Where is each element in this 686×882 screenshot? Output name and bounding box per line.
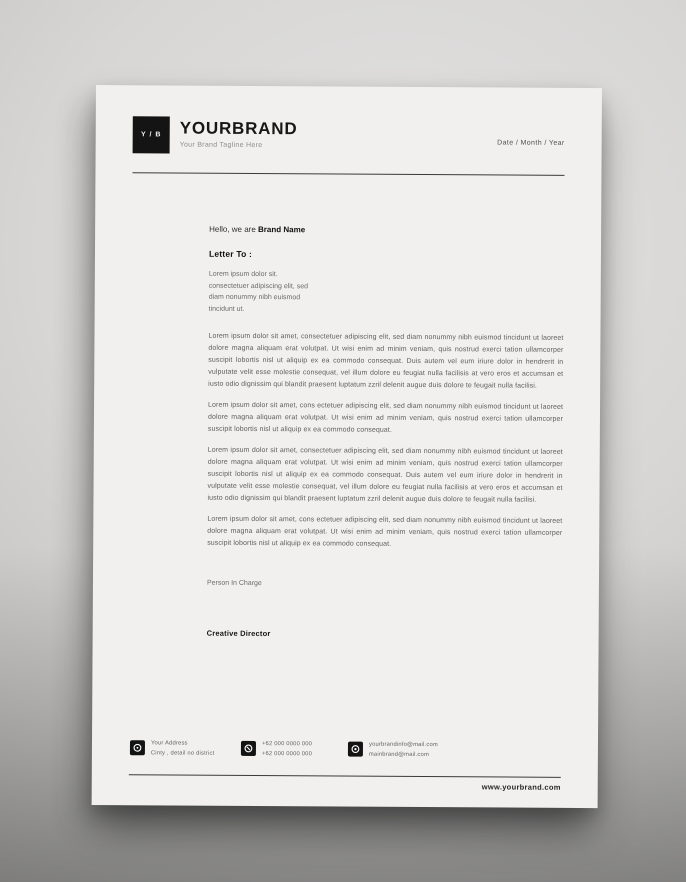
date-field: Date / Month / Year bbox=[497, 139, 565, 147]
recipient-line: tincidunt ut. bbox=[208, 305, 245, 313]
contact-line: Cinty , detail no district bbox=[150, 750, 215, 757]
contact-address bbox=[130, 738, 215, 759]
contact-line: Your Address bbox=[150, 740, 188, 747]
recipient-address-block bbox=[209, 269, 564, 317]
brand-tagline: Your Brand Tagline Here bbox=[179, 141, 263, 150]
brand-block bbox=[133, 116, 565, 156]
recipient-line: diam nonummy nibh euismod bbox=[208, 293, 301, 302]
contact-line: +62 000 0000 000 bbox=[261, 751, 313, 758]
location-icon bbox=[130, 740, 145, 755]
greeting-brand-name: Brand Name bbox=[258, 224, 306, 235]
letterhead-header bbox=[132, 85, 565, 175]
contact-address-lines bbox=[151, 738, 215, 758]
phone-icon bbox=[241, 741, 256, 756]
letter-to-label: Letter To : bbox=[208, 248, 253, 259]
greeting-line bbox=[209, 225, 564, 236]
contact-email bbox=[348, 740, 438, 761]
website-url: www.yourbrand.com bbox=[481, 782, 561, 792]
brand-logo bbox=[133, 116, 170, 153]
brand-logo-monogram: Y / B bbox=[140, 131, 162, 139]
contact-phone-lines bbox=[262, 739, 312, 759]
body-paragraph: Lorem ipsum dolor sit amet, consectetuer adipiscing elit, sed diam nonummy nibh euismod tincidunt ut laoreet dolore magna aliquam erat volutpat. Ut wisi enim ad minim veniam, quis nostrud exerci tation ullamcorper suscipit lobortis nisl ut aliquip ex ea commodo consequat. Duis autem vel eum iriure dolor in hendrerit in vulputate velit esse molestie consequat, vel illum dolore eu feugiat nulla facilisis at vero eros et accumsan et iusto odio dignissim qui blandit praesent luptatum zzril delenit augue duis dolore te feugait nulla facilisi. bbox=[207, 446, 563, 504]
contact-phone bbox=[241, 739, 312, 759]
greeting-prefix: Hello, we are bbox=[209, 224, 259, 234]
body-paragraph: Lorem ipsum dolor sit amet, consectetuer adipiscing elit, sed diam nonummy nibh euismod tincidunt ut laoreet dolore magna aliquam erat volutpat. Ut wisi enim ad minim veniam, quis nostrud exerci tation ullamcorper suscipit lobortis nisl ut aliquip ex ea commodo consequat. Duis autem vel eum iriure dolor in hendrerit in vulputate velit esse molestie consequat, vel illum dolore eu feugiat nulla facilisis at vero eros et accumsan et iusto odio dignissim qui blandit praesent luptatum zzril delenit augue duis dolore te feugait nulla facilisi. bbox=[208, 332, 564, 390]
letterhead-footer bbox=[129, 738, 561, 792]
brand-name: YOURBRAND bbox=[179, 118, 298, 139]
body-paragraph: Lorem ipsum dolor sit amet, cons ectetuer adipiscing elit, sed diam nonummy nibh euismod tincidunt ut laoreet dolore magna aliquam erat volutpat. Ut wisi enim ad minim veniam, quis nostrud exerci tation ullamcorper suscipit lobortis nisl ut aliquip ex ea commodo consequat. bbox=[207, 401, 564, 434]
email-icon bbox=[348, 742, 363, 757]
signature-title: Creative Director bbox=[206, 628, 271, 639]
contact-line: +62 000 0000 000 bbox=[261, 741, 313, 748]
contact-row bbox=[129, 738, 561, 767]
letter-body bbox=[207, 225, 565, 640]
contact-line: mainbrand@mail.com bbox=[368, 751, 430, 759]
footer-divider bbox=[129, 774, 561, 778]
contact-email-lines bbox=[369, 740, 438, 760]
recipient-line: consectetuer adipiscing elit, sed bbox=[208, 282, 309, 290]
contact-line: yourbrandinfo@mail.com bbox=[368, 741, 438, 749]
signature-name: Person In Charge bbox=[206, 579, 262, 588]
recipient-line: Lorem ipsum dolor sit. bbox=[208, 270, 278, 279]
brand-text-block bbox=[180, 117, 298, 150]
letterhead-paper bbox=[92, 85, 602, 808]
body-paragraph: Lorem ipsum dolor sit amet, cons ectetuer adipiscing elit, sed diam nonummy nibh euismod tincidunt ut laoreet dolore magna aliquam erat volutpat. Ut wisi enim ad minim veniam, quis nostrud exerci tation ullamcorper suscipit lobortis nisl ut aliquip ex ea commodo consequat. bbox=[207, 515, 563, 548]
